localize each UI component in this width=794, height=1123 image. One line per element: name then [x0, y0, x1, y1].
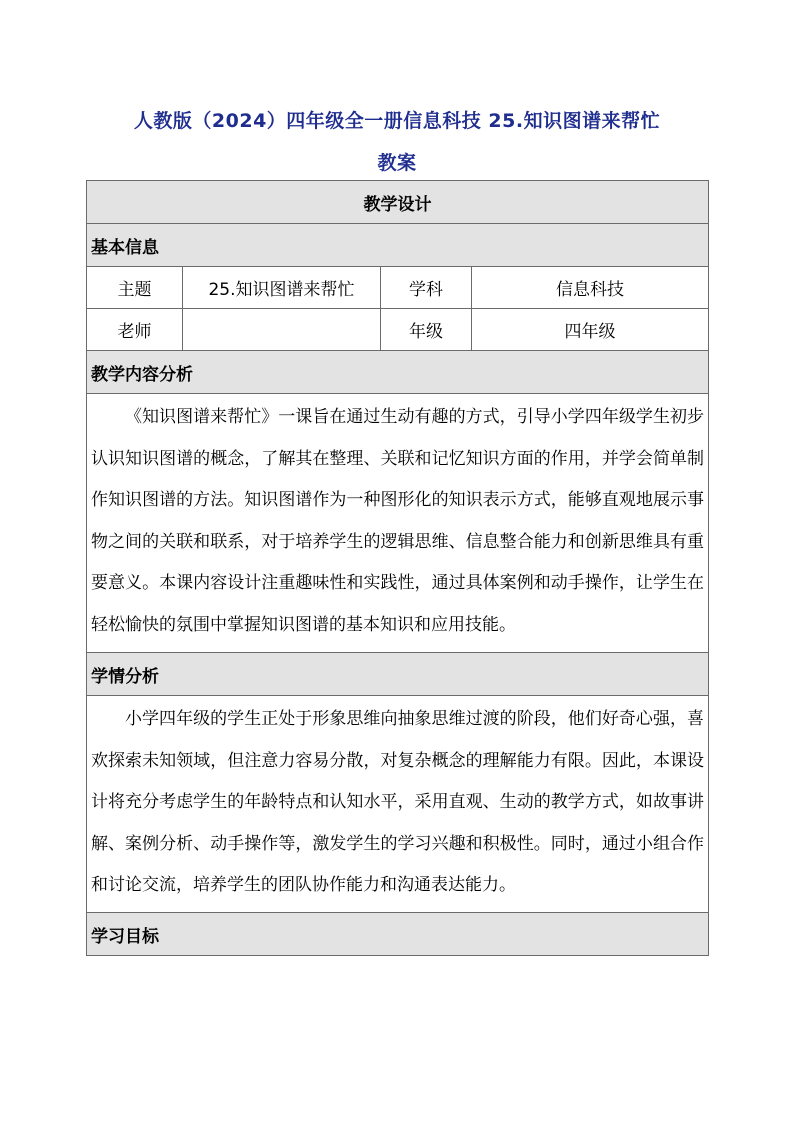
teacher-value [183, 309, 381, 351]
student-analysis-body-row [87, 696, 709, 913]
content-analysis-heading-row [87, 351, 709, 394]
topic-label: 主题 [87, 267, 183, 309]
subject-label: 学科 [381, 267, 472, 309]
basic-info-heading: 基本信息 [87, 224, 709, 267]
topic-value: 25.知识图谱来帮忙 [183, 267, 381, 309]
lesson-plan-table [86, 180, 709, 956]
content-analysis-text: 《知识图谱来帮忙》一课旨在通过生动有趣的方式，引导小学四年级学生初步认识知识图谱的概念，了解其在整理、关联和记忆知识方面的作用，并学会简单制作知识图谱的方法。知识图谱作为一种图形化的知识表示方式，能够直观地展示事物之间的关联和联系，对于培养学生的逻辑思维、信息整合能力和创新思维具有重要意义。本课内容设计注重趣味性和实践性，通过具体案例和动手操作，让学生在轻松愉快的氛围中掌握知识图谱的基本知识和应用技能。 [87, 394, 709, 653]
content-analysis-body-row [87, 394, 709, 653]
student-analysis-text: 小学四年级的学生正处于形象思维向抽象思维过渡的阶段，他们好奇心强，喜欢探索未知领域，但注意力容易分散，对复杂概念的理解能力有限。因此，本课设计将充分考虑学生的年龄特点和认知水平，采用直观、生动的教学方式，如故事讲解、案例分析、动手操作等，激发学生的学习兴趣和积极性。同时，通过小组合作和讨论交流，培养学生的团队协作能力和沟通表达能力。 [87, 696, 709, 913]
grade-label: 年级 [381, 309, 472, 351]
objectives-heading: 学习目标 [87, 913, 709, 956]
subject-value: 信息科技 [472, 267, 709, 309]
teacher-label: 老师 [87, 309, 183, 351]
student-analysis-heading: 学情分析 [87, 653, 709, 696]
topic-row [87, 267, 709, 309]
design-header-row [87, 181, 709, 224]
grade-value: 四年级 [472, 309, 709, 351]
document-title: 人教版（2024）四年级全一册信息科技 25.知识图谱来帮忙 [133, 110, 661, 132]
objectives-heading-row [87, 913, 709, 956]
content-analysis-heading: 教学内容分析 [87, 351, 709, 394]
teacher-row [87, 309, 709, 351]
document-subtitle: 教案 [377, 152, 417, 174]
design-header-cell: 教学设计 [87, 181, 709, 224]
student-analysis-heading-row [87, 653, 709, 696]
basic-info-heading-row [87, 224, 709, 267]
